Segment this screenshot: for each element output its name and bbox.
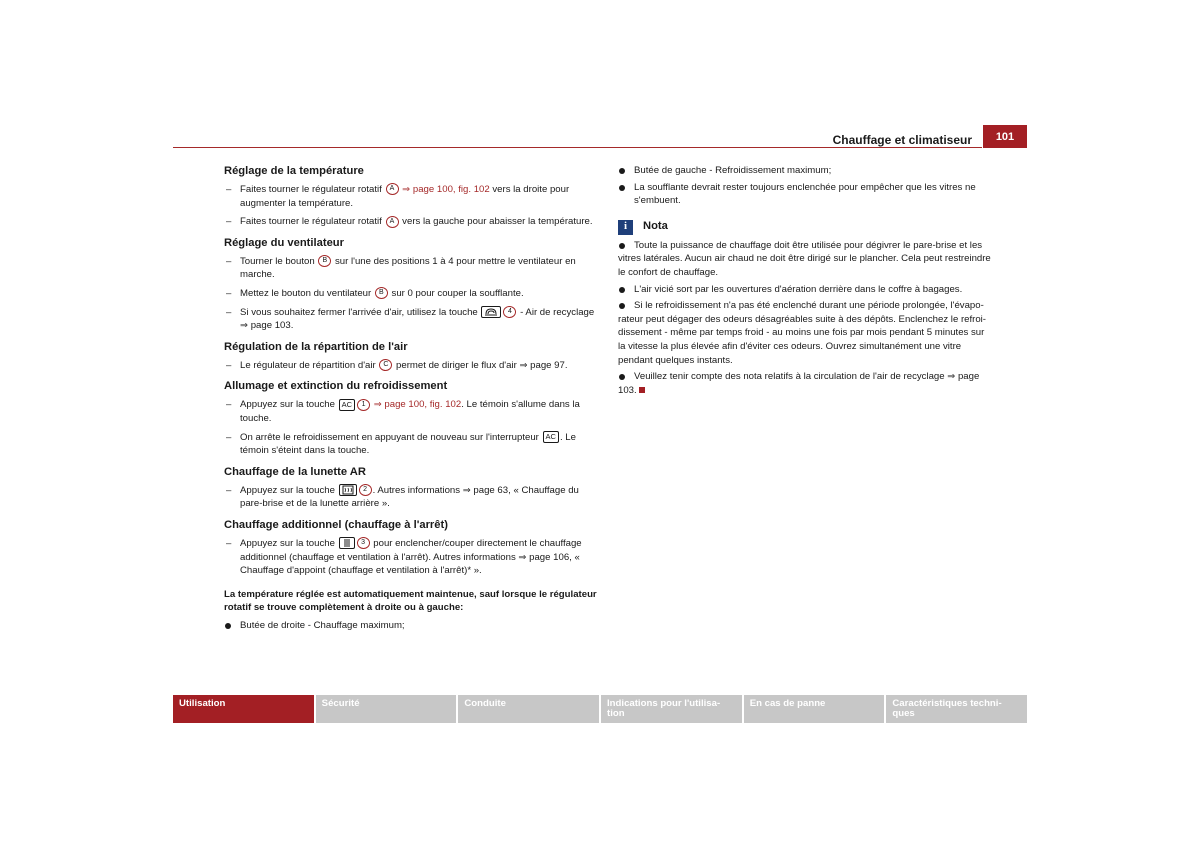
end-of-section-marker bbox=[639, 387, 645, 393]
right-column bbox=[618, 164, 994, 400]
chapter-navigation bbox=[173, 695, 1027, 723]
section-temperature bbox=[224, 164, 598, 229]
temperature-note: La température réglée est automatiquement maintenue, sauf lorsque le régulateur rotatif se trouve complètement à droite ou à gauche: bbox=[224, 588, 597, 614]
control-marker: C bbox=[379, 359, 392, 371]
page-header-title: Chauffage et climatiseur bbox=[832, 133, 972, 147]
control-marker: 3 bbox=[357, 537, 370, 549]
nota-body bbox=[618, 239, 994, 398]
page-link[interactable]: ⇒ page 100, fig. 102 bbox=[371, 399, 462, 411]
list-item: – Appuyez sur la touche 2 . Autres informations ⇒ page 63, « Chauffage du pare-brise et de la lunette arrière ». bbox=[224, 484, 598, 511]
nota-bullet: Toute la puissance de chauffage doit être utilisée pour dégivrer le pare-brise et les vitres latérales. Aucun air chaud ne doit être dirigé sur le plancher. Cela peut restreindre le confort de chauffage. bbox=[618, 239, 994, 280]
info-icon: i bbox=[618, 220, 633, 235]
section-title: Chauffage additionnel (chauffage à l'arrêt) bbox=[224, 518, 448, 531]
ac-key: AC bbox=[543, 431, 559, 443]
nota-bullet: Veuillez tenir compte des nota relatifs à la circulation de l'air de recyclage ⇒ page 103. bbox=[618, 370, 994, 397]
list-item: – Faites tourner le régulateur rotatif A vers la gauche pour abaisser la température. bbox=[224, 215, 598, 229]
list-item: – Le régulateur de répartition d'air C permet de diriger le flux d'air ⇒ page 97. bbox=[224, 359, 598, 373]
page-link[interactable]: ⇒ page 100, fig. 102 bbox=[399, 184, 490, 195]
ac-key: AC bbox=[339, 399, 355, 411]
section-cooling bbox=[224, 379, 598, 457]
control-marker: 4 bbox=[503, 306, 516, 318]
bullet-item: La soufflante devrait rester toujours enclenchée pour empêcher que les vitres ne s'embuent. bbox=[618, 181, 994, 208]
list-item: – Appuyez sur la touche 3 pour enclencher/couper directement le chauffage additionnel (chauffage et ventilation à l'arrêt). Autres informations ⇒ page 106, « Chauffage d'appoint (chauffage et ventilation à l'arrêt)* ». bbox=[224, 537, 598, 578]
auxiliary-heater-key-icon bbox=[339, 537, 355, 549]
section-title: Chauffage de la lunette AR bbox=[224, 465, 366, 478]
nota-bullet: L'air vicié sort par les ouvertures d'aération derrière dans le coffre à bagages. bbox=[618, 283, 994, 297]
tab-conduite[interactable]: Conduite bbox=[458, 695, 599, 723]
nota-header bbox=[618, 220, 994, 235]
control-marker: A bbox=[386, 216, 399, 228]
bullet-item: Butée de droite - Chauffage maximum; bbox=[224, 619, 598, 633]
section-title: Régulation de la répartition de l'air bbox=[224, 340, 408, 353]
nota-bullet: Si le refroidissement n'a pas été enclenché durant une période prolongée, l'évapo-rateur peut dégager des odeurs désagréables suite à des dépôts. Enclenchez le refroi-dissement - même par temps froid - au moins une fois par mois pendant 5 minutes sur la vitesse la plus élevée afin d'éviter ces odeurs. Ouvrez simultanément une vitre pendant quelques instants. bbox=[618, 299, 994, 367]
tab-indications[interactable]: Indications pour l'utilisa-tion bbox=[601, 695, 742, 723]
nota-title: Nota bbox=[643, 220, 668, 233]
section-auxiliary-heating bbox=[224, 518, 598, 578]
section-fan bbox=[224, 236, 598, 333]
section-title: Allumage et extinction du refroidissement bbox=[224, 380, 448, 393]
section-rear-window-heating bbox=[224, 465, 598, 511]
list-item: – Faites tourner le régulateur rotatif A ⇒ page 100, fig. 102 vers la droite pour augmenter la température. bbox=[224, 183, 598, 210]
list-item: – Mettez le bouton du ventilateur B sur 0 pour couper la soufflante. bbox=[224, 287, 598, 301]
section-title: Réglage du ventilateur bbox=[224, 236, 344, 249]
tab-securite[interactable]: Sécurité bbox=[316, 695, 457, 723]
section-title: Réglage de la température bbox=[224, 165, 364, 177]
control-marker: A bbox=[386, 183, 399, 195]
control-marker: B bbox=[318, 255, 331, 267]
header-rule bbox=[173, 147, 982, 148]
recirculation-key-icon bbox=[481, 306, 501, 318]
control-marker: B bbox=[375, 287, 388, 299]
list-item: – Si vous souhaitez fermer l'arrivée d'air, utilisez la touche 4 - Air de recyclage ⇒ page 103. bbox=[224, 306, 598, 333]
list-item: – Tourner le bouton B sur l'une des positions 1 à 4 pour mettre le ventilateur en marche. bbox=[224, 255, 598, 282]
page-number-badge: 101 bbox=[983, 125, 1027, 148]
control-marker: 2 bbox=[359, 484, 372, 496]
section-air-distribution bbox=[224, 340, 598, 373]
rear-defrost-key-icon bbox=[339, 484, 357, 496]
tab-en-cas-de-panne[interactable]: En cas de panne bbox=[744, 695, 885, 723]
tab-utilisation[interactable]: Utilisation bbox=[173, 695, 314, 723]
left-column bbox=[224, 164, 598, 635]
list-item: – On arrête le refroidissement en appuyant de nouveau sur l'interrupteur AC . Le témoin s'éteint dans la touche. bbox=[224, 431, 598, 458]
tab-caracteristiques[interactable]: Caractéristiques techni-ques bbox=[886, 695, 1027, 723]
bullet-item: Butée de gauche - Refroidissement maximum; bbox=[618, 164, 994, 178]
control-marker: 1 bbox=[357, 399, 370, 411]
list-item: – Appuyez sur la touche AC 1 ⇒ page 100, fig. 102. Le témoin s'allume dans la touche. bbox=[224, 398, 598, 425]
